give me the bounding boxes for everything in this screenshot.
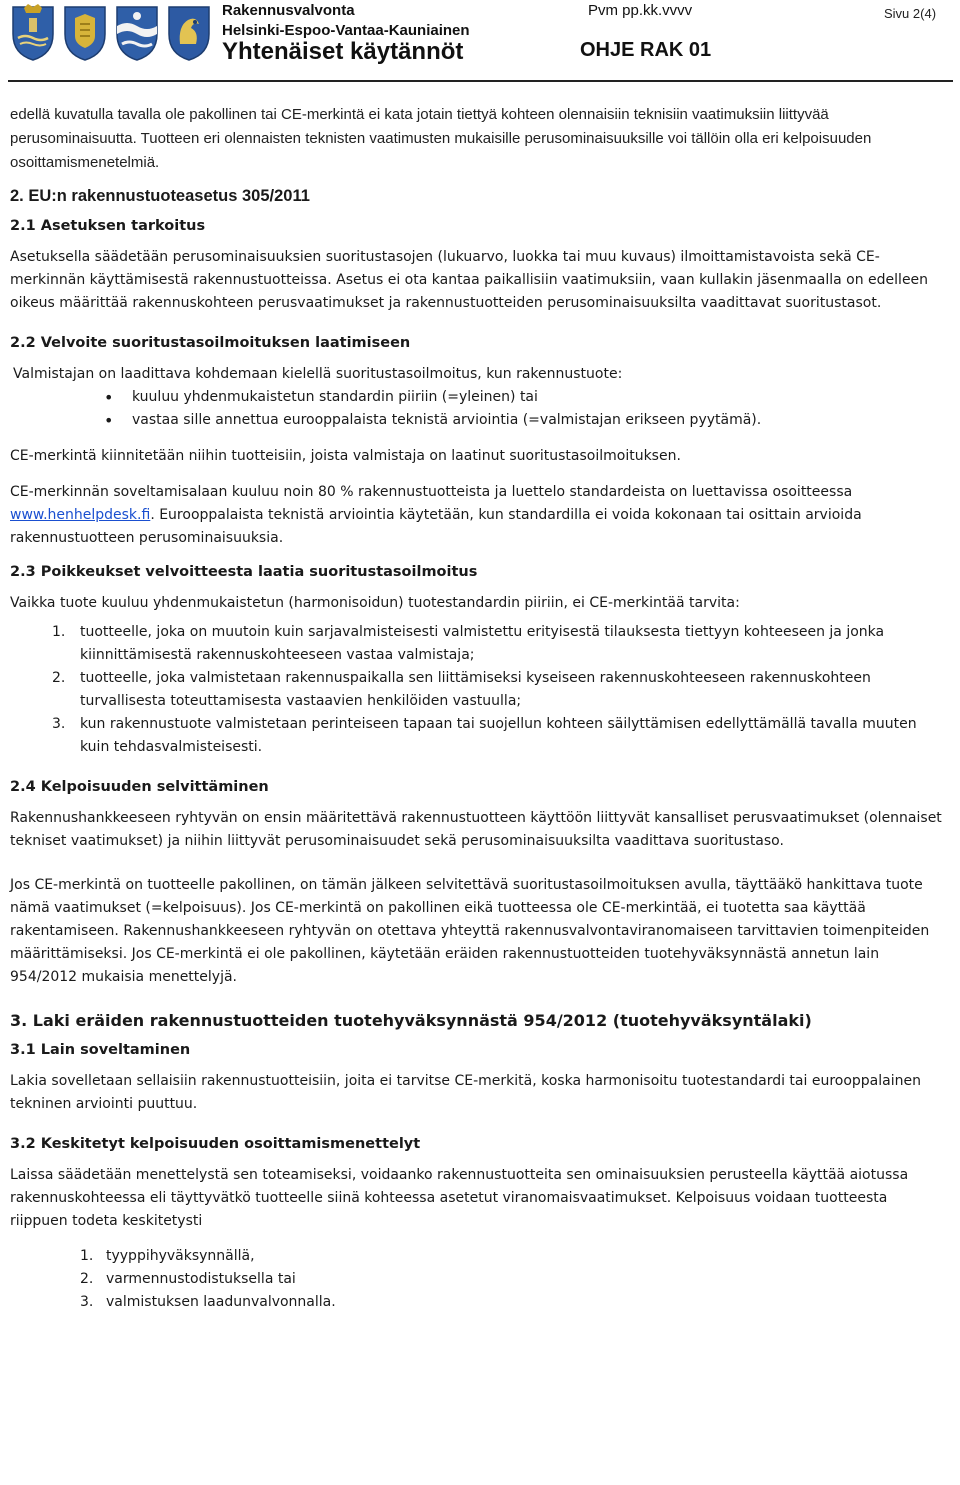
section-3-2-heading: 3.2 Keskitetyt kelpoisuuden osoittamismenettelyt [10, 1136, 421, 1152]
henhelpdesk-link[interactable]: www.henhelpdesk.fi [10, 507, 151, 523]
section-2-3-heading: 2.3 Poikkeukset velvoitteesta laatia suoritustasoilmoitus [10, 564, 478, 580]
section-2-2-heading: 2.2 Velvoite suoritustasoilmoituksen laatimiseen [10, 335, 411, 351]
list-item: • kuuluu yhdenmukaistetun standardin piiriin (=yleinen) tai [10, 386, 948, 409]
list-number: 3. [80, 1294, 94, 1310]
section-2-4-heading: 2.4 Kelpoisuuden selvittäminen [10, 779, 269, 795]
section-3-heading: 3. Laki eräiden rakennustuotteiden tuotehyväksynnästä 954/2012 (tuotehyväksyntälaki) [10, 1011, 812, 1030]
document-body [10, 103, 948, 1314]
section-2-3-list [10, 621, 948, 759]
espoo-crest-icon [62, 4, 108, 62]
paragraph-text: . Eurooppalaista teknistä arviointia käytetään, kun standardilla ei voida kokonaan tai osittain arvioida rakennustuotteen perusominaisuuksia. [10, 507, 862, 546]
header-page-number: Sivu 2(4) [884, 6, 937, 21]
list-text: tyyppihyväksynnällä, [106, 1248, 255, 1264]
section-3-2-text: Laissa säädetään menettelystä sen toteamiseksi, voidaanko rakennustuotteita sen ominaisuuksien perusteella käyttää aiotussa rakennuskohteessa eli täyttyvätkö tuotteelle siinä kohteessa asetetut viranomaisvaatimukset. Kelpoisuus voidaan tuotteesta riippuen todeta keskitetysti [10, 1167, 909, 1229]
list-text: kun rakennustuote valmistetaan perinteiseen tapaan tai suojellun kohteen säilyttämisen edellyttämällä tavalla muuten kuin tehdasvalmisteisesti. [80, 716, 917, 755]
crest-row [10, 4, 212, 70]
section-2-4-paragraph-1: Rakennushankkeeseen ryhtyvän on ensin määritettävä rakennustuotteen käyttöön liittyvät kansalliset perusvaatimukset (olennaiset tekniset vaatimukset) ja niihin liittyvät perusominaisuudet sekä perusominaisuuksilta vaadittava suoritustaso. [10, 810, 942, 849]
list-number: 2. [52, 670, 66, 686]
list-item: • vastaa sille annettua eurooppalaista teknistä arviointia (=valmistajan erikseen pyytämä). [10, 409, 948, 432]
list-text: tuotteelle, joka on muutoin kuin sarjavalmisteisesti valmistettu erityisestä tilauksesta tiettyyn kohteeseen ja jonka kiinnittämisestä rakennuskohteeseen vastaa valmistaja; [80, 624, 885, 663]
list-number: 3. [52, 716, 66, 732]
section-2-4-paragraph-2: Jos CE-merkintä on tuotteelle pakollinen, on tämän jälkeen selvitettävä suoritustasoilmoituksen avulla, täyttääkö hankittava tuote nämä vaatimukset (=kelpoisuus). Jos CE-merkintä on pakollinen eikä tuotteessa ole CE-merkintää, ei tuotetta saa käyttää rakentamiseen. Rakennushankkeeseen ryhtyvän on otettava yhteyttä rakennusvalvontaviranomaiseen tarvittavien toimenpiteiden määrittämiseksi. Jos CE-merkintä ei ole pakollinen, käytetään eräiden rakennustuotteiden tuotehyväksynnästä annetun lain 954/2012 mukaisia menettelyjä. [10, 877, 930, 985]
header-doc-title: Yhtenäiset käytännöt [222, 38, 464, 65]
section-3-1-text: Lakia sovelletaan sellaisiin rakennustuotteisiin, joita ei tarvitse CE-merkitä, koska harmonisoitu tuotestandardi tai eurooppalainen tekninen arviointi puuttuu. [10, 1073, 921, 1112]
header-org-line2: Helsinki-Espoo-Vantaa-Kauniainen [222, 22, 470, 39]
list-item [10, 1245, 948, 1268]
section-2-2-bullet-list [10, 386, 948, 432]
header-doc-code: OHJE RAK 01 [580, 39, 712, 61]
header-org-line1: Rakennusvalvonta [222, 2, 355, 19]
list-item [10, 713, 948, 759]
section-2-2-lead: Valmistajan on laadittava kohdemaan kielellä suoritustasoilmoitus, kun rakennustuote: [13, 366, 623, 382]
list-number: 1. [80, 1248, 94, 1264]
section-2-2-paragraph-2 [10, 481, 948, 550]
page-header [0, 0, 960, 80]
list-item [10, 1268, 948, 1291]
paragraph-text: CE-merkinnän soveltamisalaan kuuluu noin 80 % rakennustuotteista ja luettelo standardeista on luettavissa osoitteessa [10, 484, 853, 500]
list-text: tuotteelle, joka valmistetaan rakennuspaikalla sen liittämiseksi kyseiseen rakennuskohteeseen rakennuskohteen turvallisesta toteuttamisesta vastaavien henkilöiden vastuulla; [80, 670, 871, 709]
section-2-1-text: Asetuksella säädetään perusominaisuuksien suoritustasojen (lukuarvo, luokka tai muu kuvaus) ilmoittamistavoista sekä CE-merkinnän käyttämisestä rakennustuotteissa. Asetus ei ota kantaa paikallisiin vaatimuksiin, vaan kullakin jäsenmaalla on edelleen oikeus määrittää rakennuskohteen perusvaatimukset ja rakennustuotteiden perusominaisuuksilta vaadittavat suoritustasot. [10, 249, 929, 311]
section-2-heading: 2. EU:n rakennustuoteasetus 305/2011 [10, 187, 310, 205]
section-2-3-lead: Vaikka tuote kuuluu yhdenmukaistetun (harmonisoidun) tuotestandardin piiriin, ei CE-merkintää tarvita: [10, 595, 740, 611]
list-text: valmistuksen laadunvalvonnalla. [106, 1294, 336, 1310]
list-text: varmennustodistuksella tai [106, 1271, 296, 1287]
section-3-2-list [10, 1245, 948, 1314]
section-3-1-heading: 3.1 Lain soveltaminen [10, 1042, 191, 1058]
vantaa-crest-icon [114, 4, 160, 62]
header-date: Pvm pp.kk.vvvv [588, 2, 693, 19]
helsinki-crest-icon [10, 4, 56, 62]
list-item [10, 667, 948, 713]
section-2-1-heading: 2.1 Asetuksen tarkoitus [10, 218, 206, 234]
section-2-2-paragraph-1: CE-merkintä kiinnitetään niihin tuotteisiin, joista valmistaja on laatinut suoritustasoilmoituksen. [10, 448, 681, 464]
list-number: 2. [80, 1271, 94, 1287]
list-item [10, 1291, 948, 1314]
header-divider [8, 80, 953, 82]
list-item [10, 621, 948, 667]
kauniainen-crest-icon [166, 4, 212, 62]
list-number: 1. [52, 624, 66, 640]
intro-paragraph: edellä kuvatulla tavalla ole pakollinen tai CE-merkintä ei kata jotain tiettyä kohteen olennaisiin teknisiin vaatimuksiin liittyvää perusominaisuutta. Tuotteen eri olennaisten teknisten vaatimusten mukaisille perusominaisuuksille voi tällöin olla eri kelpoisuuden osoittamismenetelmiä. [10, 106, 872, 171]
